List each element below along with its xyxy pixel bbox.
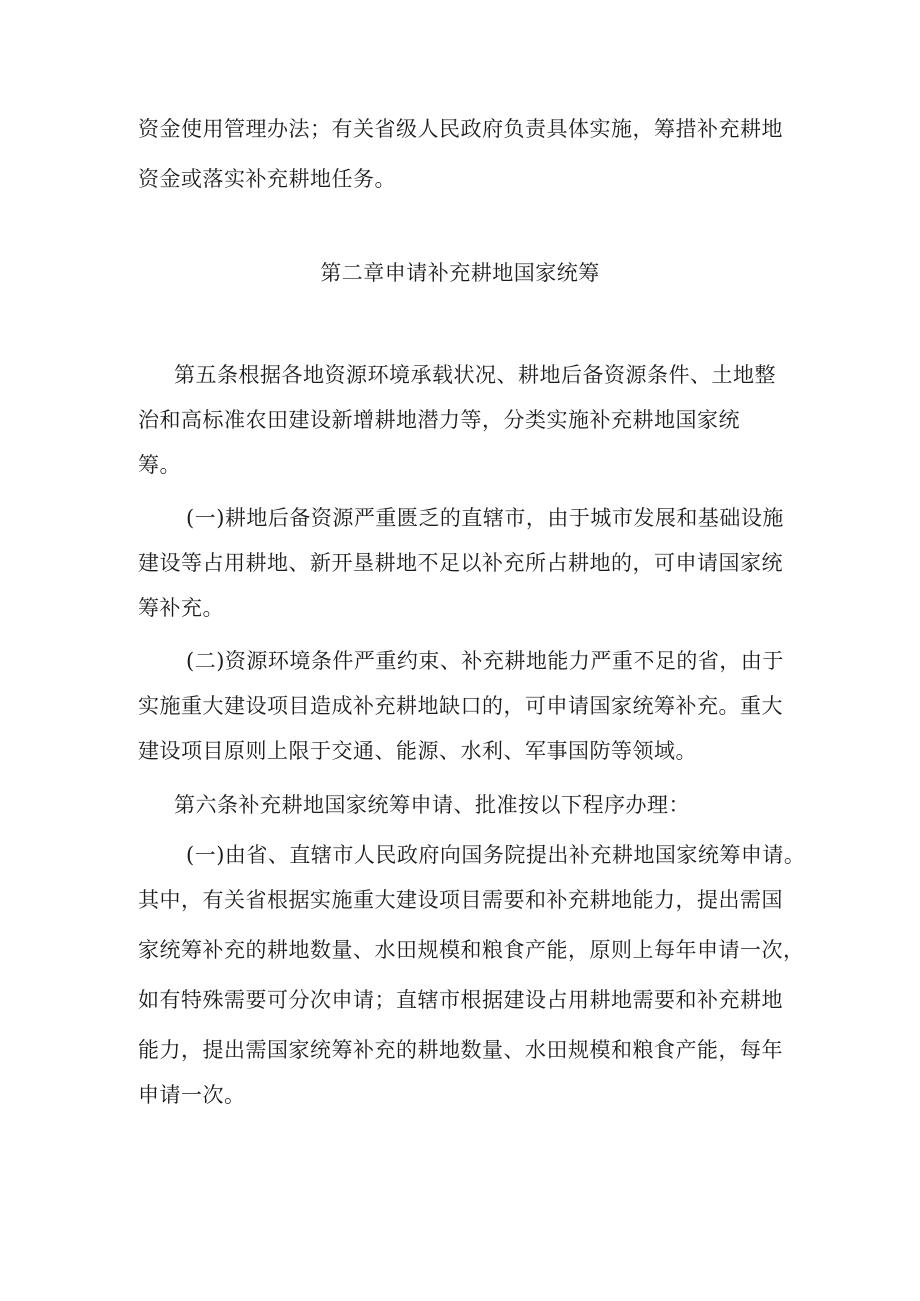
article6-item1-line-2: 其中，有关省根据实施重大建设项目需要和补充耕地能力，提出需国 <box>138 888 783 912</box>
article6-line-1: 第六条补充耕地国家统筹申请、批准按以下程序办理： <box>174 793 690 817</box>
intro-line-1: 资金使用管理办法；有关省级人民政府负责具体实施，筹措补充耕地 <box>138 117 783 141</box>
article5-item2-line-1: (二)资源环境条件严重约束、补充耕地能力严重不足的省，由于 <box>186 649 784 673</box>
article5-item2-line-2: 实施重大建设项目造成补充耕地缺口的，可申请国家统筹补充。重大 <box>138 694 783 718</box>
article5-line-3: 筹。 <box>138 453 181 477</box>
article6-item1-line-4: 如有特殊需要可分次申请；直辖市根据建设占用耕地需要和补充耕地 <box>138 988 783 1012</box>
intro-line-2: 资金或落实补充耕地任务。 <box>138 167 396 191</box>
article5-line-1: 第五条根据各地资源环境承载状况、耕地后备资源条件、土地整 <box>174 363 776 387</box>
article5-item1-line-3: 筹补充。 <box>138 596 224 620</box>
article5-item1-line-2: 建设等占用耕地、新开垦耕地不足以补充所占耕地的，可申请国家统 <box>138 551 783 575</box>
article6-item1-line-5: 能力，提出需国家统筹补充的耕地数量、水田规模和粮食产能，每年 <box>138 1038 783 1062</box>
article5-item1-line-1: (一)耕地后备资源严重匮乏的直辖市，由于城市发展和基础设施 <box>186 506 784 530</box>
article5-line-2: 治和高标准农田建设新增耕地潜力等，分类实施补充耕地国家统 <box>138 408 740 432</box>
article6-item1-line-3: 家统筹补充的耕地数量、水田规模和粮食产能，原则上每年申请一次， <box>138 938 805 962</box>
article6-item1-line-6: 申请一次。 <box>138 1083 246 1107</box>
chapter-title: 第二章申请补充耕地国家统筹 <box>320 261 600 285</box>
article6-item1-line-1: (一)由省、直辖市人民政府向国务院提出补充耕地国家统筹申请。 <box>186 843 806 867</box>
article5-item2-line-3: 建设项目原则上限于交通、能源、水利、军事国防等领域。 <box>138 739 697 763</box>
